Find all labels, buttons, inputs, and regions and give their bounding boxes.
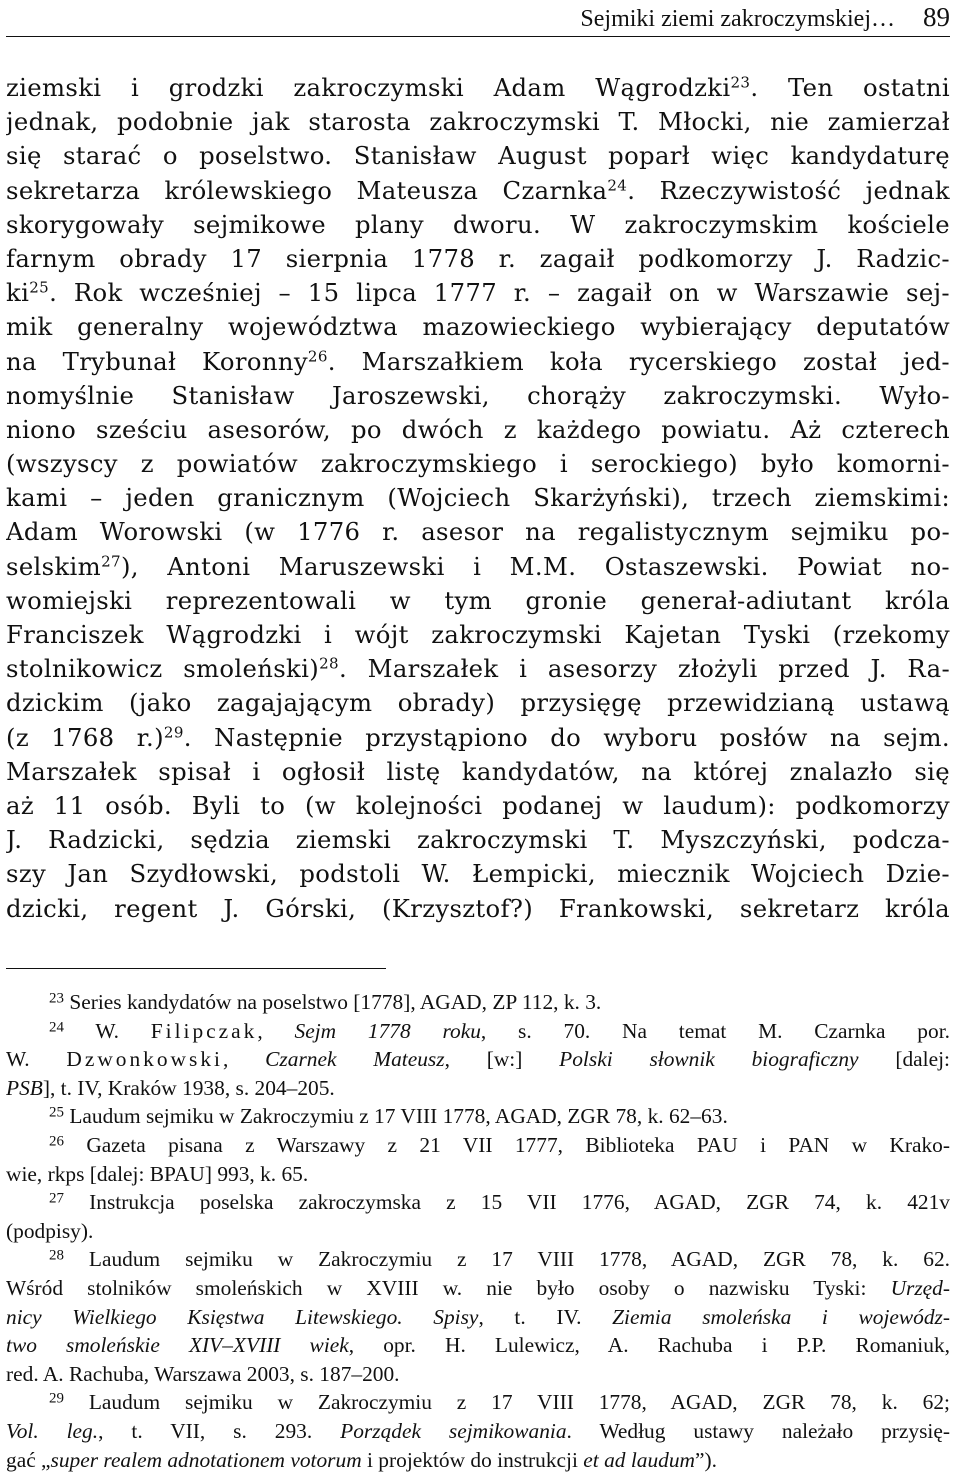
footnote-ref: 23 bbox=[730, 73, 751, 92]
footnote-24-end: PSB], t. IV, Kraków 1938, s. 204–205. bbox=[6, 1075, 335, 1100]
footnote-ref: 24 bbox=[607, 176, 628, 195]
text-line: (z 1768 r.)$^{29}$. Następnie przystąpiono do wyboru posłów na sejm. bbox=[6, 722, 950, 752]
footnote-rule bbox=[6, 968, 386, 969]
text-line: Franciszek Wągrodzki i wójt zakroczymski Kajetan Tyski (rzekomy bbox=[6, 620, 950, 649]
text-line: ziemski i grodzki zakroczymski Adam Wągrodzki$^{23}$. Ten ostatni bbox=[6, 73, 950, 102]
text-line: farnym obrady 17 sierpnia 1778 r. zagaił podkomorzy J. Radzic- bbox=[6, 243, 950, 273]
text-line: sekretarza królewskiego Mateusza Czarnka$^{24}$. Rzeczywistość jednak bbox=[6, 175, 950, 205]
text-line: kami – jeden granicznym (Wojciech Skarżyński), trzech ziemskimi: bbox=[6, 483, 950, 513]
footnote-24-cont: W. Dzwonkowski, Czarnek Mateusz, [w:] Polski słownik biograficzny [dalej: bbox=[6, 1047, 950, 1072]
text-line: skorygowały sejmikowe plany dworu. W zakroczymskim kościele bbox=[6, 209, 950, 239]
text-line: szy Jan Szydłowski, podstoli W. Łempicki, miecznik Wojciech Dzie- bbox=[6, 859, 950, 889]
text-line: Marszałek spisał i ogłosił listę kandydatów, na której znalazło się bbox=[6, 756, 950, 786]
footnote-24: $^{24}$ W. Filipczak, Sejm 1778 roku, s. 70. Na temat M. Czarnka por. bbox=[49, 1018, 950, 1043]
page bbox=[6, 0, 950, 1480]
page-number: 89 bbox=[923, 2, 950, 32]
text-line: stolnikowicz smoleński)$^{28}$. Marszałek i asesorzy złożyli przed J. Ra- bbox=[6, 654, 950, 684]
footnote-28-cont: two smoleńskie XIV–XVIII wiek, opr. H. Lulewicz, A. Rachuba i P.P. Romaniuk, bbox=[6, 1333, 950, 1358]
footnote-27-end: (podpisy). bbox=[6, 1218, 94, 1243]
footnote-26: $^{26}$ Gazeta pisana z Warszawy z 21 VII 1777, Biblioteka PAU i PAN w Krako- bbox=[49, 1132, 950, 1157]
text-line: womiejski reprezentowali w tym gronie generał-adiutant króla bbox=[6, 585, 950, 615]
text-line: jednak, podobnie jak starosta zakroczymski T. Młocki, nie zamierzał bbox=[6, 107, 950, 137]
footnote-28: $^{28}$ Laudum sejmiku w Zakroczymiu z 17 VIII 1778, AGAD, ZGR 78, k. 62. bbox=[49, 1247, 950, 1272]
footnote-ref: 28 bbox=[319, 654, 339, 673]
footnote-28-cont: nicy Wielkiego Księstwa Litewskiego. Spisy, t. IV. Ziemia smoleńska i wojewódz- bbox=[6, 1304, 950, 1329]
running-title: Sejmiki ziemi zakroczymskiej… bbox=[580, 6, 895, 32]
text-line: dzicki, regent J. Górski, (Krzysztof?) Frankowski, sekretarz króla bbox=[6, 893, 950, 923]
footnote-ref: 25 bbox=[29, 278, 50, 297]
text-line: aż 11 osób. Byli to (w kolejności podanej w laudum): podkomorzy bbox=[6, 790, 950, 820]
text-line: dzickim (jako zagajającym obrady) przysięgę przewidzianą ustawą bbox=[6, 688, 950, 718]
footnotes bbox=[6, 988, 950, 1474]
footnote-ref: 29 bbox=[163, 723, 184, 742]
footnote-27: $^{27}$ Instrukcja poselska zakroczymska z 15 VII 1776, AGAD, ZGR 74, k. 421v bbox=[49, 1190, 950, 1215]
footnote-ref: 27 bbox=[101, 552, 121, 571]
text-line: mik generalny województwa mazowieckiego wybierający deputatów bbox=[6, 312, 950, 342]
footnote-23: $^{23}$ Series kandydatów na poselstwo [1778], AGAD, ZP 112, k. 3. bbox=[49, 990, 602, 1014]
text-line: Adam Worowski (w 1776 r. asesor na regalistycznym sejmiku po- bbox=[6, 517, 950, 547]
footnote-29-cont: Vol. leg., t. VII, s. 293. Porządek sejmikowania. Według ustawy należało przysię- bbox=[6, 1418, 950, 1443]
text-line: niono sześciu asesorów, po dwóch z każdego powiatu. Aż czterech bbox=[6, 414, 950, 444]
header-rule bbox=[6, 36, 950, 37]
footnote-28-end: red. A. Rachuba, Warszawa 2003, s. 187–200. bbox=[6, 1361, 400, 1386]
text-line: $ki^{25}$. Rok wcześniej – 15 lipca 1777 r. – zagaił on w Warszawie sej- bbox=[6, 278, 950, 308]
footnote-28-cont: Wśród stolników smoleńskich w XVIII w. nie było osoby o nazwisku Tyski: Urzęd- bbox=[6, 1275, 950, 1300]
text-line: nomyślnie Stanisław Jaroszewski, chorąży zakroczymski. Wyło- bbox=[6, 380, 950, 410]
footnote-26-end: wie, rkps [dalej: BPAU] 993, k. 65. bbox=[6, 1161, 309, 1186]
footnote-29-end: gać „super realem adnotationem votorum i projektów do instrukcji et ad laudum”). bbox=[6, 1447, 717, 1472]
text-line: selskim$^{27}$), Antoni Maruszewski i M.M. Ostaszewski. Powiat no- bbox=[6, 551, 950, 581]
text-line: (wszyscy z powiatów zakroczymskiego i serockiego) było komorni- bbox=[6, 449, 950, 479]
footnote-29: $^{29}$ Laudum sejmiku w Zakroczymiu z 17 VIII 1778, AGAD, ZGR 78, k. 62; bbox=[49, 1390, 950, 1415]
text-line: J. Radzicki, sędzia ziemski zakroczymski T. Myszczyński, podcza- bbox=[6, 825, 950, 855]
text-line: na Trybunał Koronny$^{26}$. Marszałkiem koła rycerskiego został jed- bbox=[6, 346, 950, 376]
body-text bbox=[6, 71, 950, 926]
text-line: się starać o poselstwo. Stanisław August poparł więc kandydaturę bbox=[6, 141, 950, 171]
footnote-25: $^{25}$ Laudum sejmiku w Zakroczymiu z 17 VIII 1778, AGAD, ZGR 78, k. 62–63. bbox=[49, 1104, 728, 1129]
footnote-ref: 26 bbox=[307, 347, 328, 366]
running-head bbox=[6, 2, 950, 32]
